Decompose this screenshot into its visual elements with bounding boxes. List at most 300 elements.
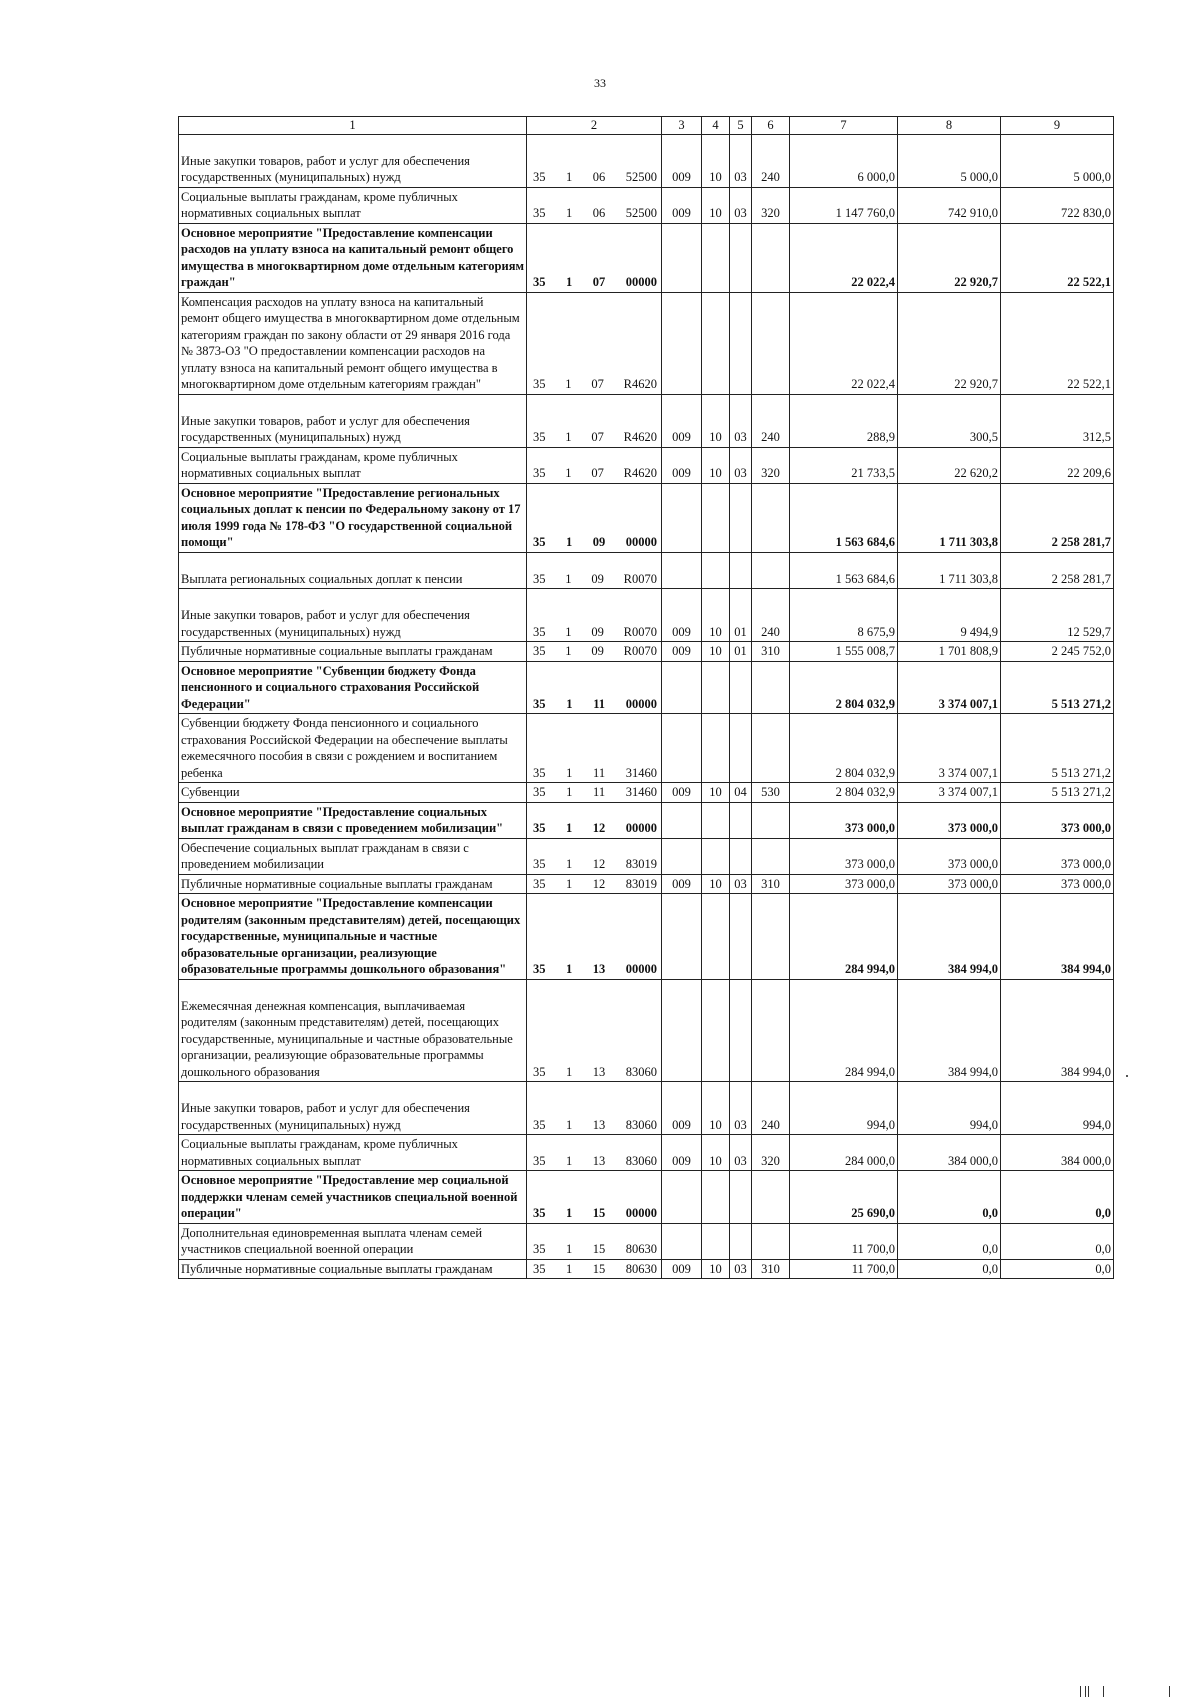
program-code-part: 13: [592, 1117, 606, 1132]
amount-year-2: 384 994,0: [898, 894, 1001, 980]
subsection-code: 03: [730, 1135, 752, 1171]
program-code-part: 35: [533, 170, 546, 184]
expense-type-code: 310: [752, 1259, 790, 1279]
program-code-part: 35: [533, 535, 546, 549]
amount-year-1: 1 555 008,7: [790, 642, 898, 662]
row-name: Основное мероприятие "Предоставление компенсации родителям (законным представителям) детей, посещающих государственные, муниципальные и частные образовательные организации, реализующие образовательные программы дошкольного образования": [179, 894, 527, 980]
ministry-code: [662, 292, 702, 394]
amount-year-3: 384 000,0: [1001, 1135, 1114, 1171]
section-code: 10: [702, 589, 730, 642]
ministry-code: 009: [662, 589, 702, 642]
section-code: [702, 979, 730, 1082]
ministry-code: 009: [662, 1082, 702, 1135]
amount-year-3: 2 245 752,0: [1001, 642, 1114, 662]
scan-marks: [1074, 1686, 1174, 1697]
amount-year-2: 9 494,9: [898, 589, 1001, 642]
ministry-code: 009: [662, 874, 702, 894]
section-code: 10: [702, 447, 730, 483]
program-code-part: 35: [533, 466, 546, 480]
table-row: [179, 874, 1114, 894]
program-code-part: 35: [533, 624, 546, 639]
program-code-part: 83060: [625, 1117, 657, 1132]
row-name: Иные закупки товаров, работ и услуг для обеспечения государственных (муниципальных) нужд: [179, 1082, 527, 1135]
program-code-part: 35: [533, 821, 546, 835]
amount-year-3: 22 522,1: [1001, 292, 1114, 394]
expense-type-code: [752, 838, 790, 874]
expense-type-code: [752, 1171, 790, 1224]
amount-year-3: 5 513 271,2: [1001, 714, 1114, 783]
subsection-code: [730, 838, 752, 874]
subsection-code: 03: [730, 134, 752, 187]
amount-year-1: 288,9: [790, 394, 898, 447]
expense-type-code: 240: [752, 1082, 790, 1135]
row-name: Дополнительная единовременная выплата членам семей участников специальной военной операции: [179, 1223, 527, 1259]
program-code: [527, 802, 662, 838]
program-code-part: 00000: [625, 1206, 657, 1220]
header-cell-2: 2: [527, 117, 662, 135]
program-code-part: 13: [592, 1064, 606, 1079]
program-code-part: 07: [591, 377, 604, 391]
program-code-part: 11: [593, 765, 606, 780]
program-code-part: 31460: [625, 765, 657, 780]
ministry-code: [662, 661, 702, 714]
row-name: Основное мероприятие "Предоставление компенсации расходов на уплату взноса на капитальный ремонт общего имущества в многоквартирном доме отдельным категориям граждан": [179, 223, 527, 292]
amount-year-2: 1 711 303,8: [898, 483, 1001, 552]
amount-year-1: 994,0: [790, 1082, 898, 1135]
program-code: [527, 394, 662, 447]
header-cell-4: 4: [702, 117, 730, 135]
amount-year-1: 2 804 032,9: [790, 661, 898, 714]
subsection-code: 03: [730, 1082, 752, 1135]
section-code: [702, 714, 730, 783]
ministry-code: [662, 552, 702, 589]
ministry-code: [662, 1223, 702, 1259]
program-code-part: 1: [565, 377, 572, 391]
table-row: [179, 483, 1114, 552]
program-code-part: 15: [592, 1261, 606, 1276]
expense-type-code: [752, 714, 790, 783]
row-name: Иные закупки товаров, работ и услуг для обеспечения государственных (муниципальных) нужд: [179, 394, 527, 447]
row-name: Социальные выплаты гражданам, кроме публичных нормативных социальных выплат: [179, 447, 527, 483]
expense-type-code: 320: [752, 1135, 790, 1171]
row-name: Компенсация расходов на уплату взноса на капитальный ремонт общего имущества в многоквартирном доме отдельным категориям граждан по закону области от 29 января 2016 года № 3873-ОЗ "О предоставлении компенсации расходов на уплату взноса на капитальный ремонт общего имущества в многоквартирном доме отдельным категориям граждан": [179, 292, 527, 394]
table-row: [179, 223, 1114, 292]
subsection-code: 03: [730, 187, 752, 223]
program-code-part: 1: [566, 1117, 573, 1132]
header-cell-3: 3: [662, 117, 702, 135]
section-code: 10: [702, 187, 730, 223]
program-code-part: 35: [533, 1261, 546, 1276]
program-code-part: R4620: [623, 377, 657, 391]
amount-year-2: 3 374 007,1: [898, 783, 1001, 803]
subsection-code: [730, 1223, 752, 1259]
amount-year-1: 6 000,0: [790, 134, 898, 187]
amount-year-1: 373 000,0: [790, 874, 898, 894]
program-code-part: 1: [565, 571, 572, 586]
subsection-code: [730, 1171, 752, 1224]
table-row: [179, 661, 1114, 714]
table-row: [179, 714, 1114, 783]
header-row: [179, 117, 1114, 135]
program-code: [527, 589, 662, 642]
ministry-code: 009: [662, 783, 702, 803]
amount-year-3: 0,0: [1001, 1171, 1114, 1224]
expense-type-code: [752, 894, 790, 980]
section-code: [702, 661, 730, 714]
table-row: [179, 1223, 1114, 1259]
program-code: [527, 134, 662, 187]
amount-year-2: 994,0: [898, 1082, 1001, 1135]
row-name: Субвенции бюджету Фонда пенсионного и социального страхования Российской Федерации на обеспечение выплаты ежемесячного пособия в связи с рождением и воспитанием ребенка: [179, 714, 527, 783]
ministry-code: [662, 802, 702, 838]
ministry-code: [662, 838, 702, 874]
expense-type-code: 320: [752, 187, 790, 223]
table-row: [179, 187, 1114, 223]
row-name: Основное мероприятие "Субвенции бюджету Фонда пенсионного и социального страхования Российской Федерации": [179, 661, 527, 714]
section-code: 10: [702, 642, 730, 662]
program-code-part: 35: [533, 876, 546, 891]
amount-year-2: 373 000,0: [898, 802, 1001, 838]
amount-year-1: 1 147 760,0: [790, 187, 898, 223]
program-code-part: 52500: [625, 206, 657, 220]
program-code-part: 00000: [625, 821, 657, 835]
program-code-part: 1: [565, 644, 572, 658]
section-code: 10: [702, 1259, 730, 1279]
program-code-part: R4620: [623, 430, 657, 444]
expense-type-code: [752, 292, 790, 394]
amount-year-2: 384 994,0: [898, 979, 1001, 1082]
program-code-part: 12: [592, 857, 606, 871]
header-cell-5: 5: [730, 117, 752, 135]
expense-type-code: 320: [752, 447, 790, 483]
ministry-code: [662, 483, 702, 552]
table-row: [179, 783, 1114, 803]
section-code: [702, 483, 730, 552]
program-code-part: 35: [533, 1153, 546, 1168]
subsection-code: 01: [730, 589, 752, 642]
row-name: Обеспечение социальных выплат гражданам в связи с проведением мобилизации: [179, 838, 527, 874]
amount-year-2: 3 374 007,1: [898, 714, 1001, 783]
program-code-part: 07: [591, 430, 604, 444]
program-code: [527, 292, 662, 394]
ministry-code: 009: [662, 134, 702, 187]
program-code-part: 1: [566, 821, 573, 835]
amount-year-2: 22 620,2: [898, 447, 1001, 483]
program-code-part: 35: [533, 1242, 546, 1256]
program-code-part: R0070: [623, 624, 657, 639]
program-code-part: 11: [593, 696, 605, 711]
program-code: [527, 1171, 662, 1224]
amount-year-1: 11 700,0: [790, 1223, 898, 1259]
program-code: [527, 714, 662, 783]
row-name: Основное мероприятие "Предоставление региональных социальных доплат к пенсии по Федеральному закону от 17 июля 1999 года № 178-ФЗ "О государственной социальной помощи": [179, 483, 527, 552]
row-name: Социальные выплаты гражданам, кроме публичных нормативных социальных выплат: [179, 187, 527, 223]
table-row: [179, 979, 1114, 1082]
amount-year-2: 742 910,0: [898, 187, 1001, 223]
row-name: Публичные нормативные социальные выплаты гражданам: [179, 642, 527, 662]
table-row: [179, 1171, 1114, 1224]
header-cell-9: 9: [1001, 117, 1114, 135]
program-code-part: 1: [566, 857, 573, 871]
program-code-part: 83019: [625, 876, 657, 891]
amount-year-3: 12 529,7: [1001, 589, 1114, 642]
table-row: [179, 802, 1114, 838]
subsection-code: [730, 979, 752, 1082]
section-code: 10: [702, 783, 730, 803]
program-code-part: R0070: [623, 571, 657, 586]
program-code-part: 13: [592, 1153, 606, 1168]
amount-year-2: 0,0: [898, 1171, 1001, 1224]
program-code-part: 80630: [625, 1242, 657, 1256]
table-row: [179, 552, 1114, 589]
program-code-part: 00000: [625, 962, 657, 976]
program-code-part: 12: [592, 876, 606, 891]
program-code-part: 1: [566, 696, 573, 711]
section-code: 10: [702, 394, 730, 447]
program-code-part: 00000: [625, 275, 657, 289]
section-code: [702, 552, 730, 589]
amount-year-1: 25 690,0: [790, 1171, 898, 1224]
amount-year-3: 0,0: [1001, 1223, 1114, 1259]
program-code-part: 1: [566, 1064, 573, 1079]
program-code-part: R0070: [623, 644, 657, 658]
program-code-part: 06: [592, 206, 606, 220]
amount-year-1: 284 994,0: [790, 979, 898, 1082]
program-code-part: 83060: [625, 1153, 657, 1168]
table-row: [179, 292, 1114, 394]
amount-year-2: 22 920,7: [898, 223, 1001, 292]
ministry-code: 009: [662, 1259, 702, 1279]
program-code-part: 35: [533, 1117, 546, 1132]
amount-year-3: 373 000,0: [1001, 838, 1114, 874]
row-name: Социальные выплаты гражданам, кроме публичных нормативных социальных выплат: [179, 1135, 527, 1171]
program-code: [527, 187, 662, 223]
subsection-code: 03: [730, 874, 752, 894]
subsection-code: [730, 661, 752, 714]
program-code-part: 35: [533, 857, 546, 871]
amount-year-1: 1 563 684,6: [790, 552, 898, 589]
table-row: [179, 589, 1114, 642]
program-code-part: 13: [592, 962, 606, 976]
program-code: [527, 483, 662, 552]
row-name: Основное мероприятие "Предоставление мер социальной поддержки членам семей участников специальной военной операции": [179, 1171, 527, 1224]
section-code: [702, 223, 730, 292]
amount-year-3: 384 994,0: [1001, 894, 1114, 980]
amount-year-1: 373 000,0: [790, 802, 898, 838]
page-number: 33: [594, 76, 606, 90]
ministry-code: 009: [662, 1135, 702, 1171]
amount-year-3: 0,0: [1001, 1259, 1114, 1279]
expense-type-code: 530: [752, 783, 790, 803]
program-code: [527, 661, 662, 714]
program-code: [527, 874, 662, 894]
expense-type-code: 310: [752, 874, 790, 894]
ministry-code: 009: [662, 187, 702, 223]
program-code-part: R4620: [623, 466, 657, 480]
amount-year-2: 384 000,0: [898, 1135, 1001, 1171]
table-row: [179, 1135, 1114, 1171]
amount-year-3: 384 994,0: [1001, 979, 1114, 1082]
amount-year-3: 5 000,0: [1001, 134, 1114, 187]
amount-year-1: 22 022,4: [790, 223, 898, 292]
subsection-code: [730, 894, 752, 980]
program-code: [527, 894, 662, 980]
amount-year-1: 2 804 032,9: [790, 783, 898, 803]
amount-year-2: 373 000,0: [898, 838, 1001, 874]
subsection-code: 01: [730, 642, 752, 662]
program-code-part: 31460: [625, 785, 657, 799]
amount-year-2: 1 701 808,9: [898, 642, 1001, 662]
amount-year-2: 22 920,7: [898, 292, 1001, 394]
program-code-part: 00000: [625, 535, 657, 549]
ministry-code: [662, 223, 702, 292]
ministry-code: [662, 714, 702, 783]
amount-year-2: 300,5: [898, 394, 1001, 447]
amount-year-1: 11 700,0: [790, 1259, 898, 1279]
subsection-code: [730, 552, 752, 589]
program-code-part: 35: [533, 765, 546, 780]
amount-year-1: 284 000,0: [790, 1135, 898, 1171]
program-code-part: 35: [533, 1064, 546, 1079]
program-code-part: 1: [566, 785, 573, 799]
section-code: 10: [702, 134, 730, 187]
program-code-part: 15: [592, 1206, 606, 1220]
program-code-part: 35: [533, 571, 546, 586]
amount-year-3: 2 258 281,7: [1001, 483, 1114, 552]
ministry-code: 009: [662, 642, 702, 662]
program-code-part: 52500: [625, 170, 657, 184]
amount-year-3: 22 522,1: [1001, 223, 1114, 292]
program-code-part: 83060: [625, 1064, 657, 1079]
expense-type-code: 240: [752, 394, 790, 447]
amount-year-1: 1 563 684,6: [790, 483, 898, 552]
amount-year-2: 373 000,0: [898, 874, 1001, 894]
program-code-part: 1: [566, 765, 573, 780]
amount-year-3: 5 513 271,2: [1001, 783, 1114, 803]
table-row: [179, 447, 1114, 483]
amount-year-1: 8 675,9: [790, 589, 898, 642]
amount-year-3: 722 830,0: [1001, 187, 1114, 223]
ministry-code: 009: [662, 394, 702, 447]
subsection-code: [730, 292, 752, 394]
program-code: [527, 1259, 662, 1279]
amount-year-1: 21 733,5: [790, 447, 898, 483]
program-code-part: 1: [566, 962, 573, 976]
section-code: 10: [702, 874, 730, 894]
row-name: Публичные нормативные социальные выплаты гражданам: [179, 1259, 527, 1279]
program-code-part: 09: [591, 624, 604, 639]
expense-type-code: [752, 1223, 790, 1259]
row-name: Публичные нормативные социальные выплаты гражданам: [179, 874, 527, 894]
subsection-code: [730, 223, 752, 292]
program-code-part: 1: [566, 275, 573, 289]
section-code: [702, 838, 730, 874]
program-code-part: 00000: [625, 696, 657, 711]
program-code-part: 35: [533, 962, 546, 976]
program-code-part: 12: [592, 821, 606, 835]
amount-year-3: 373 000,0: [1001, 874, 1114, 894]
amount-year-2: 0,0: [898, 1223, 1001, 1259]
program-code: [527, 552, 662, 589]
ministry-code: [662, 1171, 702, 1224]
amount-year-1: 373 000,0: [790, 838, 898, 874]
program-code-part: 1: [566, 206, 573, 220]
amount-year-2: 5 000,0: [898, 134, 1001, 187]
table-row: [179, 1082, 1114, 1135]
amount-year-1: 22 022,4: [790, 292, 898, 394]
table-row: [179, 838, 1114, 874]
program-code-part: 1: [565, 624, 572, 639]
expense-type-code: [752, 552, 790, 589]
program-code: [527, 783, 662, 803]
program-code-part: 07: [591, 466, 604, 480]
program-code-part: 35: [533, 785, 546, 799]
section-code: 10: [702, 1135, 730, 1171]
program-code-part: 1: [566, 1153, 573, 1168]
program-code-part: 1: [565, 430, 572, 444]
table-row: [179, 1259, 1114, 1279]
budget-table: [178, 116, 1114, 1279]
amount-year-3: 22 209,6: [1001, 447, 1114, 483]
row-name: Основное мероприятие "Предоставление социальных выплат гражданам в связи с проведением мобилизации": [179, 802, 527, 838]
program-code-part: 1: [566, 1242, 573, 1256]
amount-year-3: 994,0: [1001, 1082, 1114, 1135]
subsection-code: 03: [730, 394, 752, 447]
expense-type-code: [752, 979, 790, 1082]
program-code-part: 1: [566, 535, 573, 549]
table-row: [179, 394, 1114, 447]
subsection-code: 03: [730, 1259, 752, 1279]
subsection-code: 03: [730, 447, 752, 483]
program-code-part: 1: [566, 876, 573, 891]
row-name: Субвенции: [179, 783, 527, 803]
program-code-part: 06: [592, 170, 606, 184]
table-row: [179, 134, 1114, 187]
program-code-part: 35: [533, 696, 546, 711]
section-code: [702, 292, 730, 394]
program-code-part: 1: [566, 170, 573, 184]
subsection-code: [730, 714, 752, 783]
expense-type-code: 310: [752, 642, 790, 662]
table-row: [179, 894, 1114, 980]
program-code: [527, 447, 662, 483]
header-cell-8: 8: [898, 117, 1001, 135]
program-code-part: 15: [592, 1242, 606, 1256]
section-code: [702, 802, 730, 838]
expense-type-code: 240: [752, 589, 790, 642]
ministry-code: 009: [662, 447, 702, 483]
program-code-part: 80630: [625, 1261, 657, 1276]
program-code-part: 1: [566, 1206, 573, 1220]
subsection-code: [730, 483, 752, 552]
program-code-part: 1: [566, 1261, 573, 1276]
amount-year-1: 284 994,0: [790, 894, 898, 980]
row-name: Выплата региональных социальных доплат к пенсии: [179, 552, 527, 589]
program-code-part: 35: [533, 430, 546, 444]
amount-year-3: 312,5: [1001, 394, 1114, 447]
expense-type-code: [752, 483, 790, 552]
program-code-part: 09: [591, 644, 604, 658]
program-code-part: 35: [533, 275, 546, 289]
program-code-part: 35: [533, 206, 546, 220]
amount-year-2: 0,0: [898, 1259, 1001, 1279]
section-code: [702, 1171, 730, 1224]
row-name: Ежемесячная денежная компенсация, выплачиваемая родителям (законным представителям) детей, посещающих государственные, муниципальные и частные образовательные организации, реализующие образовательные программы дошкольного образования: [179, 979, 527, 1082]
amount-year-1: 2 804 032,9: [790, 714, 898, 783]
header-cell-7: 7: [790, 117, 898, 135]
program-code: [527, 642, 662, 662]
program-code: [527, 223, 662, 292]
